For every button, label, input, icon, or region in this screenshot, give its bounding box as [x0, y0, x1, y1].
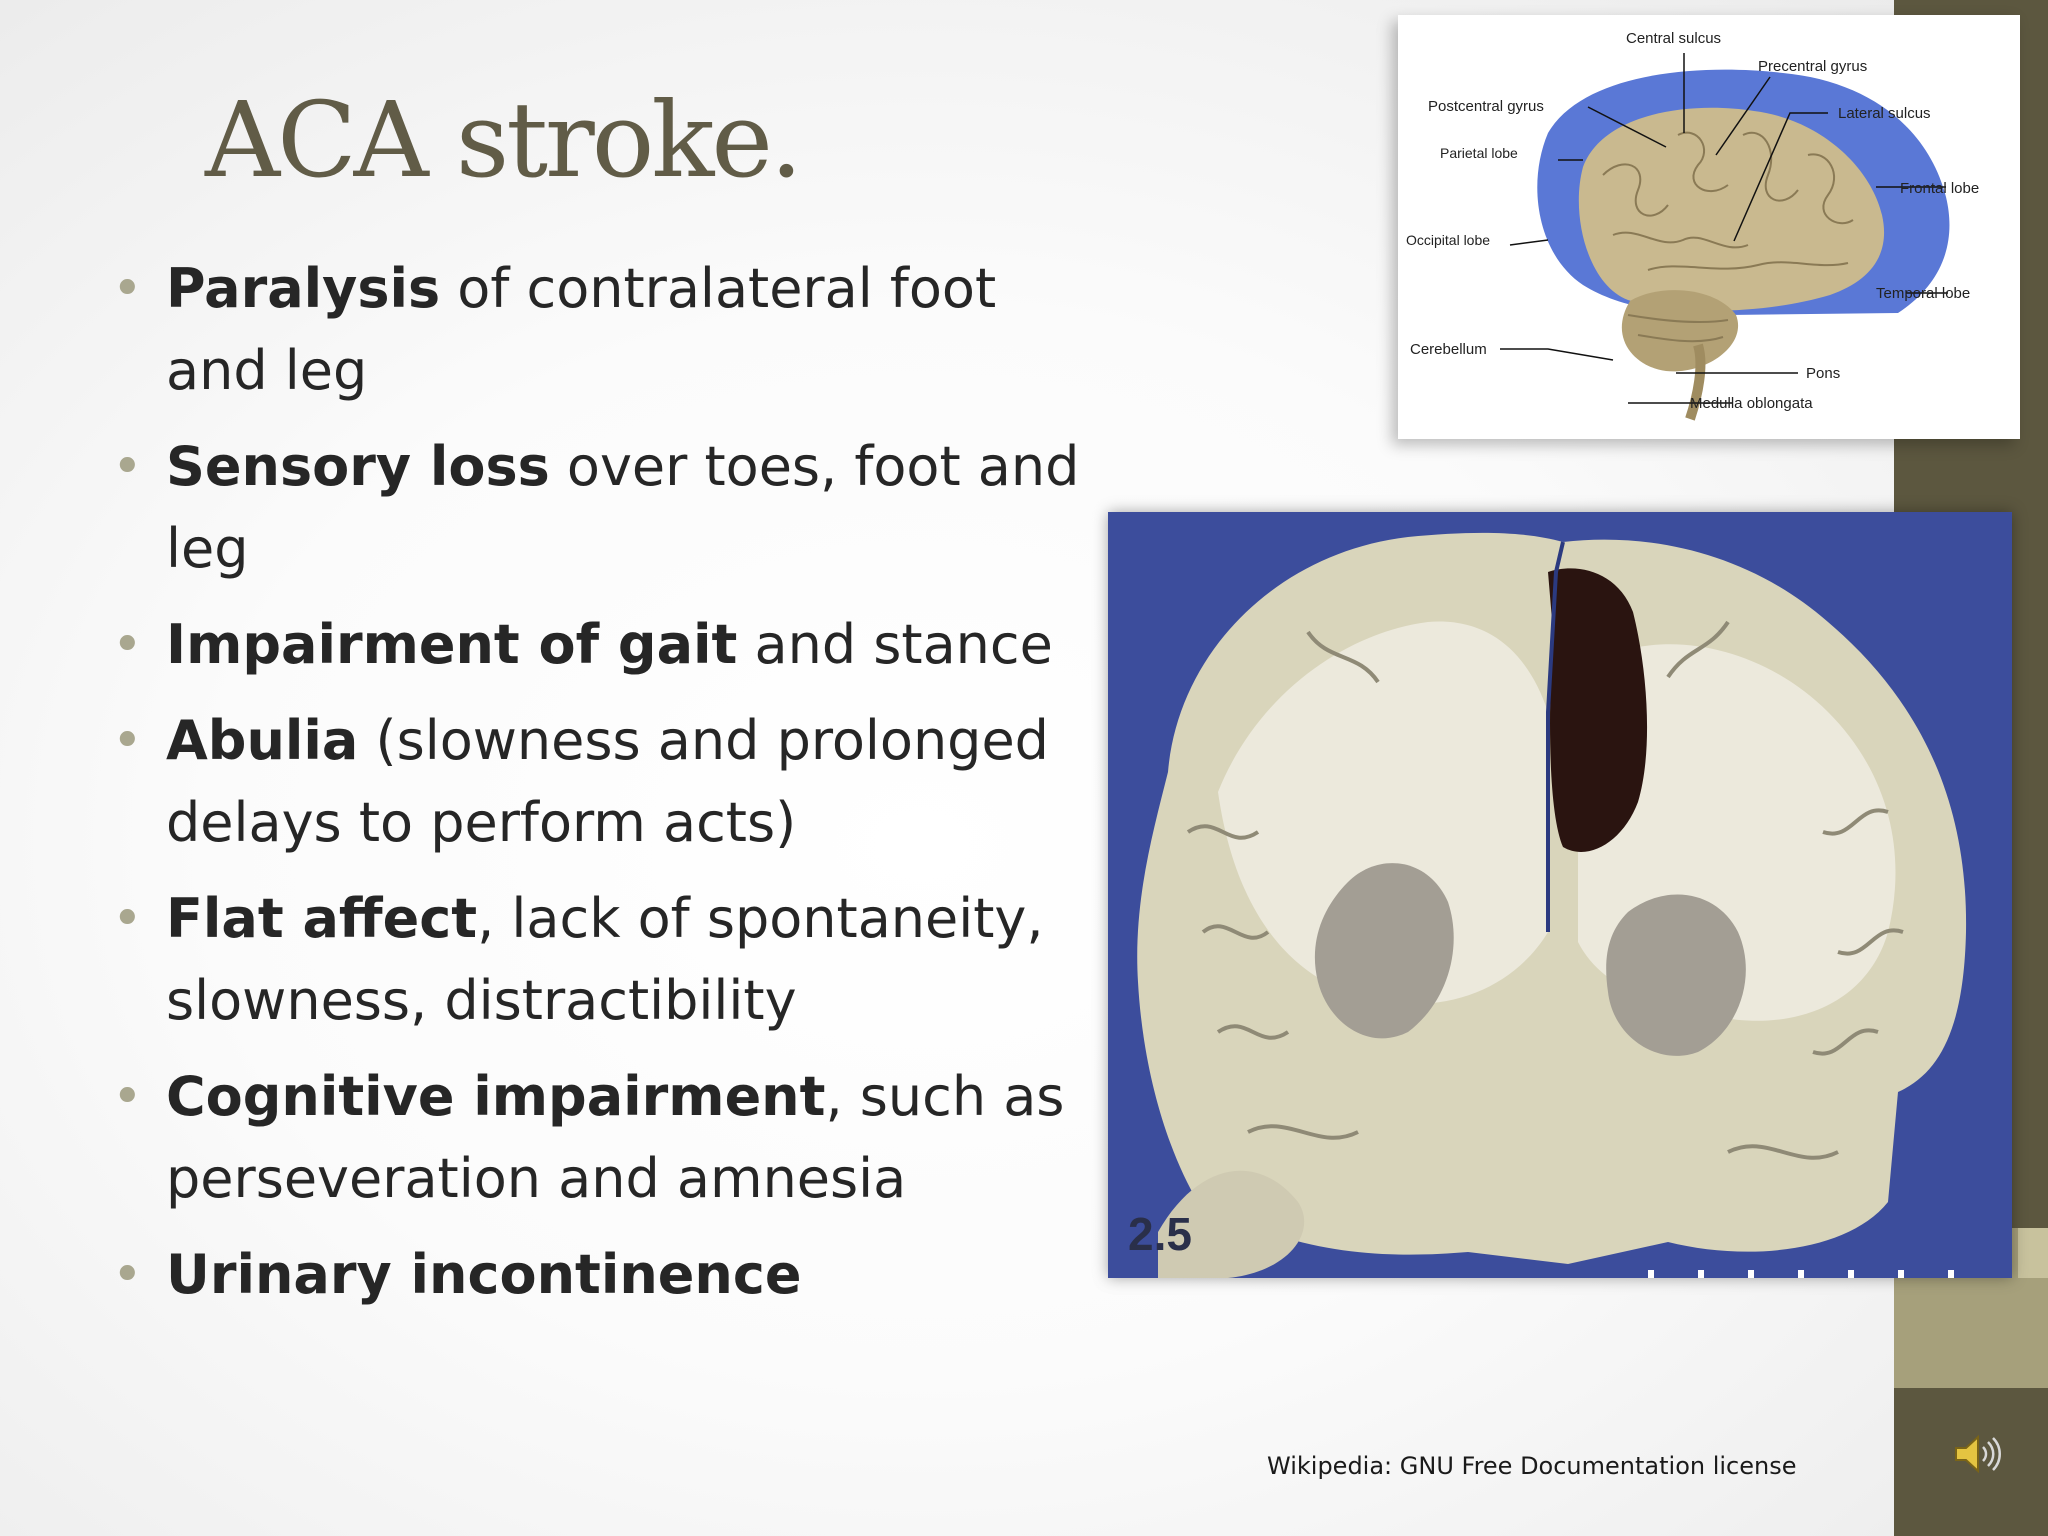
brain-lobes-diagram	[1398, 15, 2020, 439]
bullet-dot-icon: •	[112, 259, 143, 319]
bullet-item	[112, 878, 1112, 1042]
bullet-text: and stance	[737, 613, 1053, 676]
speaker-icon[interactable]	[1950, 1428, 2002, 1480]
photo-figure-number: 2.5	[1128, 1208, 1192, 1260]
bullet-dot-icon: •	[112, 1067, 143, 1127]
bullet-bold: Urinary incontinence	[166, 1243, 802, 1306]
image-credit-caption: Wikipedia: GNU Free Documentation license	[1267, 1452, 1797, 1480]
bullet-bold: Paralysis	[166, 257, 441, 320]
bullet-bold: Sensory loss	[166, 435, 550, 498]
label-lateral-sulcus: Lateral sulcus	[1838, 105, 1931, 122]
bullet-bold: Cognitive impairment	[166, 1065, 826, 1128]
bullet-dot-icon: •	[112, 615, 143, 675]
bullet-bold: Impairment of gait	[166, 613, 738, 676]
label-precentral-gyrus: Precentral gyrus	[1758, 58, 1868, 75]
label-temporal-lobe: Temporal lobe	[1876, 285, 1971, 302]
label-postcentral-gyrus: Postcentral gyrus	[1428, 98, 1544, 115]
brain-section-photo	[1108, 512, 2012, 1278]
label-medulla-oblongata: Medulla oblongata	[1690, 395, 1813, 412]
bullet-item	[112, 604, 1112, 686]
bullet-item	[112, 1056, 1112, 1220]
bullet-text: over toes, foot and leg	[166, 435, 1080, 580]
label-cerebellum: Cerebellum	[1410, 341, 1487, 358]
bullet-text: , such as perseveration and amnesia	[166, 1065, 1065, 1210]
label-central-sulcus: Central sulcus	[1626, 30, 1722, 47]
bullet-dot-icon: •	[112, 1245, 143, 1305]
bullet-item	[112, 426, 1112, 590]
slide-title: ACA stroke.	[205, 79, 800, 201]
bullet-dot-icon: •	[112, 889, 143, 949]
bullet-list	[112, 248, 1112, 1330]
label-parietal-lobe: Parietal lobe	[1440, 145, 1518, 161]
label-frontal-lobe: Frontal lobe	[1900, 180, 1980, 197]
bullet-text: (slowness and prolonged delays to perform acts)	[166, 709, 1049, 854]
bullet-item	[112, 1234, 1112, 1316]
bullet-bold: Abulia	[166, 709, 359, 772]
bullet-text: , lack of spontaneity, slowness, distractibility	[166, 887, 1044, 1032]
right-decor-block-light	[2018, 1228, 2048, 1278]
bullet-bold: Flat affect	[166, 887, 478, 950]
bullet-dot-icon: •	[112, 711, 143, 771]
bullet-item	[112, 248, 1112, 412]
label-pons: Pons	[1806, 365, 1841, 382]
label-occipital-lobe: Occipital lobe	[1406, 232, 1491, 248]
bullet-dot-icon: •	[112, 437, 143, 497]
bullet-text: of contralateral foot and leg	[166, 257, 997, 402]
bullet-item	[112, 700, 1112, 864]
